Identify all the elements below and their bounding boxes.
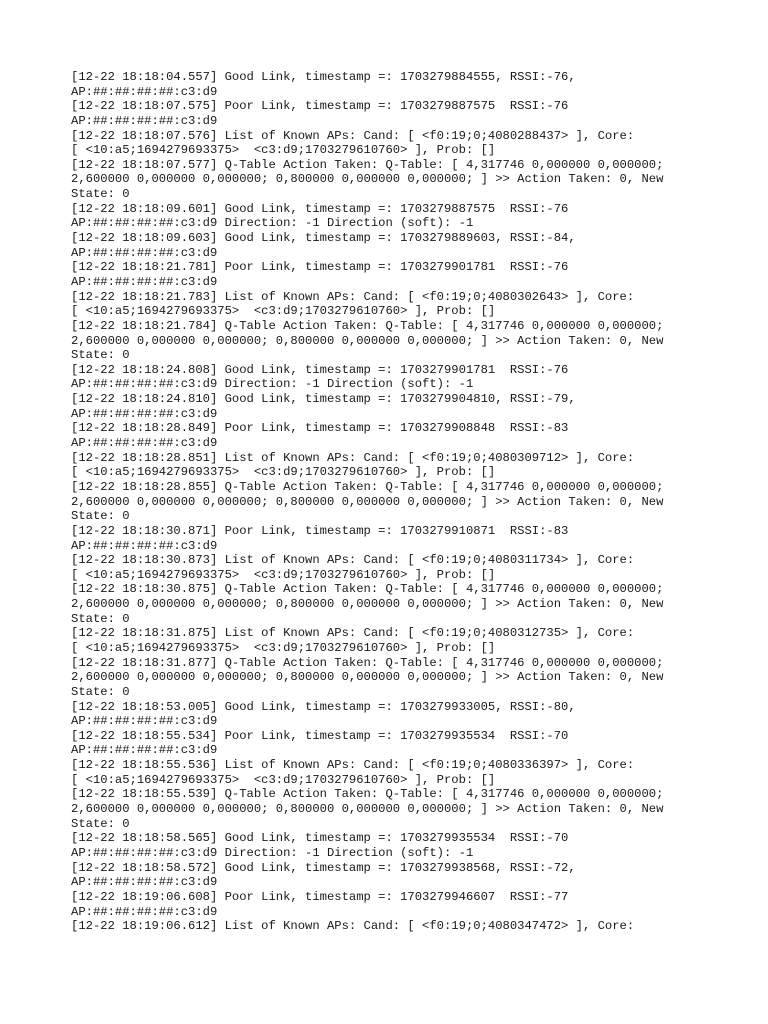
log-line: [12-22 18:18:30.875] Q-Table Action Taken: Q-Table: [ 4,317746 0,000000 0,000000; [71, 582, 664, 597]
log-line: [12-22 18:18:31.877] Q-Table Action Taken: Q-Table: [ 4,317746 0,000000 0,000000; [71, 655, 664, 670]
log-line: AP:##:##:##:##:c3:d9 [71, 538, 218, 553]
log-line: 2,600000 0,000000 0,000000; 0,800000 0,000000 0,000000; ] >> Action Taken: 0, New [71, 333, 664, 348]
log-line: [12-22 18:18:58.565] Good Link, timestamp =: 1703279935534 RSSI:-70 [71, 831, 569, 846]
log-line: [12-22 18:18:30.873] List of Known APs: Cand: [ <f0:19;0;4080311734> ], Core: [71, 553, 635, 568]
log-line: AP:##:##:##:##:c3:d9 [71, 113, 218, 128]
log-line: [12-22 18:18:55.534] Poor Link, timestamp =: 1703279935534 RSSI:-70 [71, 728, 569, 743]
log-line: AP:##:##:##:##:c3:d9 [71, 274, 218, 289]
log-line: [12-22 18:18:04.557] Good Link, timestamp =: 1703279884555, RSSI:-76, [71, 70, 576, 84]
log-line: AP:##:##:##:##:c3:d9 [71, 875, 218, 890]
log-line: [12-22 18:18:24.808] Good Link, timestamp =: 1703279901781 RSSI:-76 [71, 362, 569, 377]
log-line: 2,600000 0,000000 0,000000; 0,800000 0,000000 0,000000; ] >> Action Taken: 0, New [71, 172, 664, 187]
log-line: [12-22 18:18:55.536] List of Known APs: Cand: [ <f0:19;0;4080336397> ], Core: [71, 758, 635, 773]
log-line: AP:##:##:##:##:c3:d9 [71, 904, 218, 919]
log-line: [12-22 18:18:21.783] List of Known APs: Cand: [ <f0:19;0;4080302643> ], Core: [71, 289, 635, 304]
log-line: [12-22 18:19:06.608] Poor Link, timestamp =: 1703279946607 RSSI:-77 [71, 889, 569, 904]
log-document [71, 70, 701, 934]
log-line: AP:##:##:##:##:c3:d9 Direction: -1 Direction (soft): -1 [71, 216, 474, 231]
log-line: [ <10:a5;1694279693375> <c3:d9;1703279610760> ], Prob: [] [71, 304, 496, 319]
log-line: [ <10:a5;1694279693375> <c3:d9;1703279610760> ], Prob: [] [71, 640, 496, 655]
log-line: AP:##:##:##:##:c3:d9 [71, 245, 218, 260]
log-line: [12-22 18:18:31.875] List of Known APs: Cand: [ <f0:19;0;4080312735> ], Core: [71, 626, 635, 641]
log-line: [12-22 18:18:07.575] Poor Link, timestamp =: 1703279887575 RSSI:-76 [71, 99, 569, 114]
log-line: AP:##:##:##:##:c3:d9 Direction: -1 Direction (soft): -1 [71, 377, 474, 392]
log-line: [ <10:a5;1694279693375> <c3:d9;1703279610760> ], Prob: [] [71, 567, 496, 582]
log-line: [12-22 18:18:21.784] Q-Table Action Taken: Q-Table: [ 4,317746 0,000000 0,000000; [71, 318, 664, 333]
log-line: State: 0 [71, 348, 130, 363]
log-line: [12-22 18:18:30.871] Poor Link, timestamp =: 1703279910871 RSSI:-83 [71, 523, 569, 538]
log-line: [12-22 18:18:28.849] Poor Link, timestamp =: 1703279908848 RSSI:-83 [71, 421, 569, 436]
log-line: State: 0 [71, 509, 130, 524]
log-line: State: 0 [71, 187, 130, 202]
log-line: AP:##:##:##:##:c3:d9 [71, 743, 218, 758]
log-line: [12-22 18:18:28.855] Q-Table Action Taken: Q-Table: [ 4,317746 0,000000 0,000000; [71, 479, 664, 494]
log-line: 2,600000 0,000000 0,000000; 0,800000 0,000000 0,000000; ] >> Action Taken: 0, New [71, 802, 664, 817]
log-line: AP:##:##:##:##:c3:d9 Direction: -1 Direction (soft): -1 [71, 845, 474, 860]
log-line: [12-22 18:18:07.576] List of Known APs: Cand: [ <f0:19;0;4080288437> ], Core: [71, 128, 635, 143]
log-line: [12-22 18:18:53.005] Good Link, timestamp =: 1703279933005, RSSI:-80, [71, 699, 576, 714]
log-line: State: 0 [71, 684, 130, 699]
log-line: [12-22 18:18:21.781] Poor Link, timestamp =: 1703279901781 RSSI:-76 [71, 260, 569, 275]
log-line: 2,600000 0,000000 0,000000; 0,800000 0,000000 0,000000; ] >> Action Taken: 0, New [71, 494, 664, 509]
log-line: [12-22 18:18:24.810] Good Link, timestamp =: 1703279904810, RSSI:-79, [71, 392, 576, 407]
log-line: 2,600000 0,000000 0,000000; 0,800000 0,000000 0,000000; ] >> Action Taken: 0, New [71, 597, 664, 612]
log-line: [12-22 18:18:55.539] Q-Table Action Taken: Q-Table: [ 4,317746 0,000000 0,000000; [71, 787, 664, 802]
log-line: 2,600000 0,000000 0,000000; 0,800000 0,000000 0,000000; ] >> Action Taken: 0, New [71, 670, 664, 685]
log-line: [ <10:a5;1694279693375> <c3:d9;1703279610760> ], Prob: [] [71, 465, 496, 480]
log-line: [12-22 18:18:09.601] Good Link, timestamp =: 1703279887575 RSSI:-76 [71, 201, 569, 216]
log-line: [12-22 18:19:06.612] List of Known APs: Cand: [ <f0:19;0;4080347472> ], Core: [71, 919, 635, 934]
log-line: AP:##:##:##:##:c3:d9 [71, 406, 218, 421]
log-line: [12-22 18:18:28.851] List of Known APs: Cand: [ <f0:19;0;4080309712> ], Core: [71, 450, 635, 465]
log-line: State: 0 [71, 816, 130, 831]
log-line: [12-22 18:18:58.572] Good Link, timestamp =: 1703279938568, RSSI:-72, [71, 860, 576, 875]
log-line: [12-22 18:18:07.577] Q-Table Action Taken: Q-Table: [ 4,317746 0,000000 0,000000; [71, 157, 664, 172]
log-line: AP:##:##:##:##:c3:d9 [71, 714, 218, 729]
log-line: [ <10:a5;1694279693375> <c3:d9;1703279610760> ], Prob: [] [71, 772, 496, 787]
log-line: State: 0 [71, 611, 130, 626]
log-line: [12-22 18:18:09.603] Good Link, timestamp =: 1703279889603, RSSI:-84, [71, 231, 576, 246]
log-line: [ <10:a5;1694279693375> <c3:d9;1703279610760> ], Prob: [] [71, 143, 496, 158]
log-line: AP:##:##:##:##:c3:d9 [71, 436, 218, 451]
log-line: AP:##:##:##:##:c3:d9 [71, 84, 218, 99]
